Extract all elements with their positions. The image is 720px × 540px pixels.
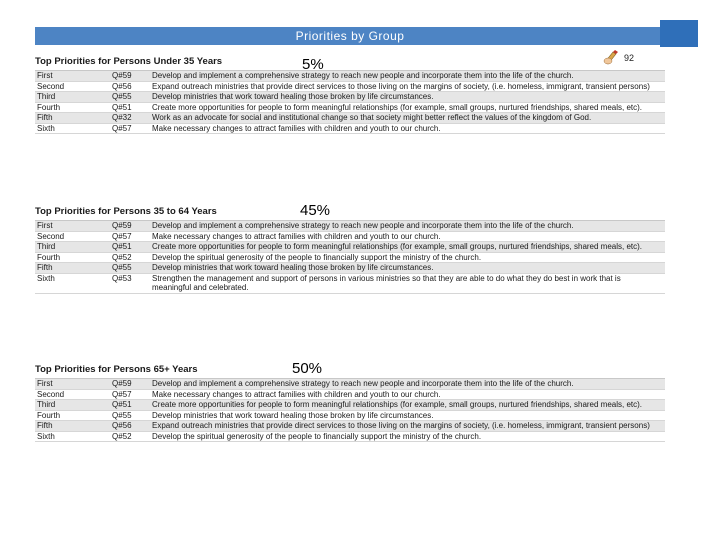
question-cell: Q#55 [112,263,132,272]
table-row [35,71,665,82]
rank-cell: Third [37,242,56,251]
question-cell: Q#32 [112,113,132,122]
priority-text-cell: Work as an advocate for social and institutional change so that society might better reflect the values of the kingdom of God. [152,113,592,122]
priority-text-cell: Develop and implement a comprehensive strategy to reach new people and incorporate them into the life of the church. [152,71,574,80]
rank-cell: Second [37,81,65,91]
question-cell: Q#59 [112,221,132,230]
rank-cell: Fourth [37,252,61,262]
rank-cell: Fifth [37,421,53,430]
question-cell: Q#57 [112,123,132,133]
section-head [35,56,665,73]
question-cell: Q#51 [112,102,132,112]
table-row [35,411,665,422]
priority-text-cell: Develop ministries that work toward healing those broken by life circumstances. [152,410,434,420]
rank-cell: First [37,379,53,388]
rank-cell: Sixth [37,123,55,133]
percent-label: 5% [302,56,324,73]
priority-text-cell: Expand outreach ministries that provide direct services to those living on the margins of society, (i.e. homeless, immigrant, transient persons) [152,81,650,91]
rank-cell: Third [37,92,56,101]
page-number: 92 [624,53,635,63]
rank-cell: Fifth [37,263,53,272]
question-cell: Q#56 [112,81,132,91]
priority-table [35,70,665,134]
question-cell: Q#57 [112,389,132,399]
table-row [35,263,665,274]
rank-cell: Third [37,400,56,409]
rank-cell: Second [37,231,65,241]
table-row [35,113,665,124]
corner-accent [660,20,698,47]
percent-label: 45% [300,202,331,219]
table-row [35,390,665,401]
question-cell: Q#55 [112,410,132,420]
priority-text-cell: Create more opportunities for people to form meaningful relationships (for example, small groups, nurtured friendships, shared meals, etc). [152,400,643,409]
section-35-to-64 [35,202,665,294]
section-title: Top Priorities for Persons 35 to 64 Years [35,206,217,217]
table-row [35,124,665,135]
table-row [35,103,665,114]
table-row [35,400,665,411]
rank-cell: Sixth [37,431,55,441]
table-row [35,274,665,294]
table-row [35,232,665,243]
priority-text-cell: Develop ministries that work toward healing those broken by life circumstances. [152,92,434,101]
rank-cell: Fifth [37,113,53,122]
table-row [35,421,665,432]
rank-cell: First [37,71,53,80]
question-cell: Q#56 [112,421,132,430]
priority-text-cell: Expand outreach ministries that provide direct services to those living on the margins of society, (i.e. homeless, immigrant, transient persons) [152,421,650,430]
question-cell: Q#59 [112,71,132,80]
section-65-plus [35,360,665,442]
table-row [35,82,665,93]
question-cell: Q#55 [112,92,132,101]
table-row [35,221,665,232]
rank-cell: First [37,221,53,230]
rank-cell: Fourth [37,102,61,112]
priority-text-cell: Develop the spiritual generosity of the people to financially support the ministry of the church. [152,252,482,262]
section-title: Top Priorities for Persons 65+ Years [35,364,198,375]
table-row [35,432,665,443]
rank-cell: Sixth [37,273,55,283]
question-cell: Q#51 [112,400,132,409]
priority-text-cell: Develop ministries that work toward healing those broken by life circumstances. [152,263,434,272]
page-title: Priorities by Group [35,27,665,45]
rank-cell: Fourth [37,410,61,420]
question-cell: Q#52 [112,431,132,441]
priority-text-cell: Develop and implement a comprehensive strategy to reach new people and incorporate them into the life of the church. [152,379,574,388]
priority-table [35,378,665,442]
priority-text-cell: Strengthen the management and support of persons in various ministries so that they are able to do what they do best in work that is meaningful and celebrated. [152,273,621,292]
section-head [35,360,665,378]
question-cell: Q#59 [112,379,132,388]
question-cell: Q#52 [112,252,132,262]
section-title: Top Priorities for Persons Under 35 Years [35,56,223,67]
priority-text-cell: Make necessary changes to attract families with children and youth to our church. [152,231,441,241]
priority-text-cell: Create more opportunities for people to form meaningful relationships (for example, small groups, nurtured friendships, shared meals, etc). [152,242,643,251]
section-under-35 [35,56,665,134]
section-head [35,202,665,220]
question-cell: Q#51 [112,242,132,251]
table-row [35,379,665,390]
table-row [35,242,665,253]
priority-text-cell: Make necessary changes to attract families with children and youth to our church. [152,389,441,399]
rank-cell: Second [37,389,65,399]
priority-table [35,220,665,294]
question-cell: Q#53 [112,273,132,283]
priority-text-cell: Develop and implement a comprehensive strategy to reach new people and incorporate them into the life of the church. [152,221,574,230]
question-cell: Q#57 [112,231,132,241]
priority-text-cell: Create more opportunities for people to form meaningful relationships (for example, small groups, nurtured friendships, shared meals, etc). [152,102,643,112]
priority-text-cell: Develop the spiritual generosity of the people to financially support the ministry of the church. [152,431,482,441]
priority-text-cell: Make necessary changes to attract families with children and youth to our church. [152,123,441,133]
table-row [35,253,665,264]
percent-label: 50% [292,360,323,377]
table-row [35,92,665,103]
